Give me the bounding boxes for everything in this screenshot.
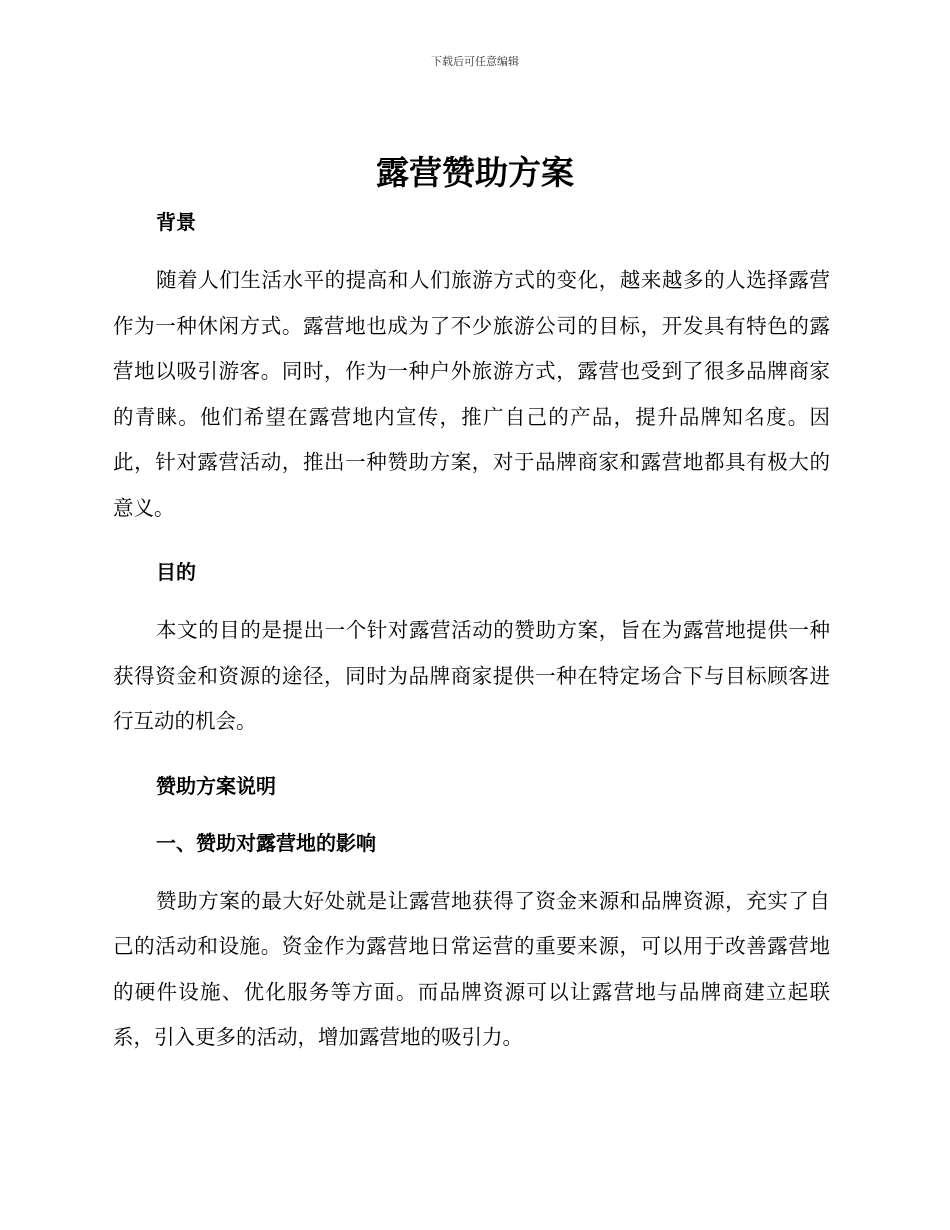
paragraph-background: 随着人们生活水平的提高和人们旅游方式的变化，越来越多的人选择露营作为一种休闲方式。露营地也成为了不少旅游公司的目标，开发具有特色的露营地以吸引游客。同时，作为一种户外旅游方式，露营也受到了很多品牌商家的青睐。他们希望在露营地内宣传，推广自己的产品，提升品牌知名度。因此，针对露营活动，推出一种赞助方案，对于品牌商家和露营地都具有极大的意义。	[113, 268, 830, 520]
spacer	[113, 805, 830, 824]
page-header-note: 下载后可任意编辑	[431, 55, 519, 68]
spacer	[113, 591, 830, 608]
paragraph-purpose: 本文的目的是提出一个针对露营活动的赞助方案，旨在为露营地提供一种获得资金和资源的途径，同时为品牌商家提供一种在特定场合下与目标顾客进行互动的机会。	[113, 618, 830, 733]
spacer	[113, 531, 830, 553]
document-title: 露营赞助方案	[376, 153, 574, 192]
section-heading-plan: 赞助方案说明	[156, 773, 276, 798]
spacer	[113, 745, 830, 767]
spacer	[113, 241, 830, 258]
spacer	[113, 862, 830, 879]
section-heading-background: 背景	[156, 210, 196, 234]
paragraph-impact: 赞助方案的最大好处就是让露营地获得了资金来源和品牌资源，充实了自己的活动和设施。资金作为露营地日常运营的重要来源，可以用于改善露营地的硬件设施、优化服务等方面。而品牌资源可以让露营地与品牌商建立起联系，引入更多的活动，增加露营地的吸引力。	[113, 888, 830, 1049]
section-heading-purpose: 目的	[156, 560, 196, 584]
section-heading-impact: 一、赞助对露营地的影响	[156, 830, 376, 855]
document-body	[113, 203, 830, 1061]
